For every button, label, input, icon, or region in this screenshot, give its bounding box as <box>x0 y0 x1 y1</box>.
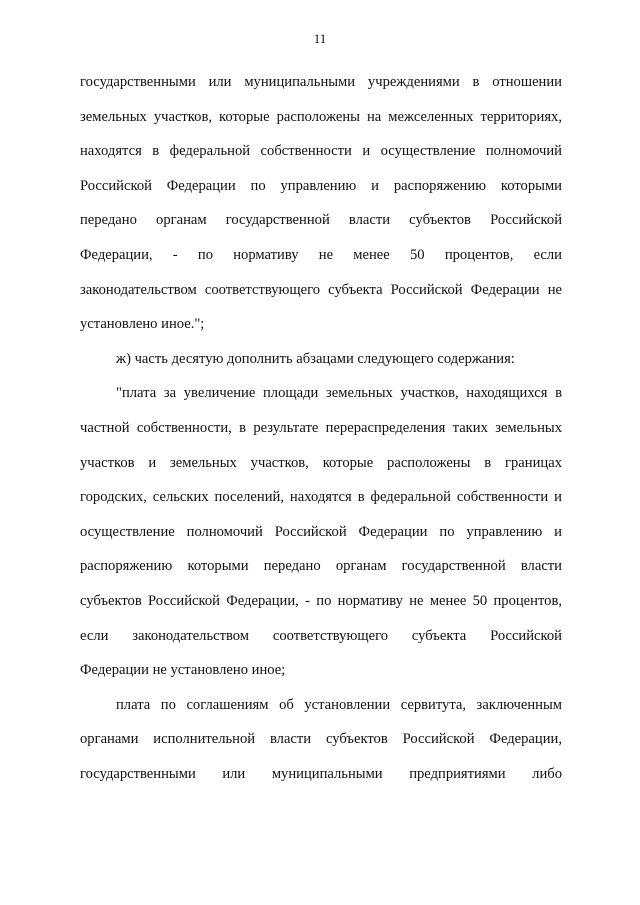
text-line: земельных участков, которые расположены на межселенных территориях, <box>80 108 562 125</box>
text-line: передано органам государственной власти субъектов Российской <box>80 212 562 229</box>
text-line: государственными или муниципальными предприятиями либо <box>80 765 562 782</box>
text-line: "плата за увеличение площади земельных участков, находящихся в <box>116 385 562 402</box>
text-line: Российской Федерации по управлению и распоряжению которыми <box>80 177 562 194</box>
text-line: если законодательством соответствующего субъекта Российской <box>80 627 562 644</box>
text-line: Федерации не установлено иное; <box>80 662 286 679</box>
document-body <box>80 65 562 791</box>
text-line: городских, сельских поселений, находятся в федеральной собственности и <box>80 489 562 506</box>
text-line: находятся в федеральной собственности и осуществление полномочий <box>80 143 562 160</box>
text-line: участков и земельных участков, которые расположены в границах <box>80 454 562 471</box>
text-line: частной собственности, в результате перераспределения таких земельных <box>80 419 562 436</box>
text-line: Федерации, - по нормативу не менее 50 процентов, если <box>80 246 562 263</box>
text-line: субъектов Российской Федерации, - по нормативу не менее 50 процентов, <box>80 592 562 609</box>
text-line: осуществление полномочий Российской Федерации по управлению и <box>80 523 562 540</box>
text-line: установлено иное."; <box>80 316 205 333</box>
text-line: ж) часть десятую дополнить абзацами следующего содержания: <box>116 350 515 367</box>
text-line: органами исполнительной власти субъектов Российской Федерации, <box>80 731 562 748</box>
text-line: плата по соглашениям об установлении сервитута, заключенным <box>116 696 562 713</box>
page-number: 11 <box>313 31 327 46</box>
text-line: государственными или муниципальными учреждениями в отношении <box>80 74 562 90</box>
text-line: законодательством соответствующего субъекта Российской Федерации не <box>80 281 562 298</box>
text-line: распоряжению которыми передано органам государственной власти <box>80 558 562 575</box>
